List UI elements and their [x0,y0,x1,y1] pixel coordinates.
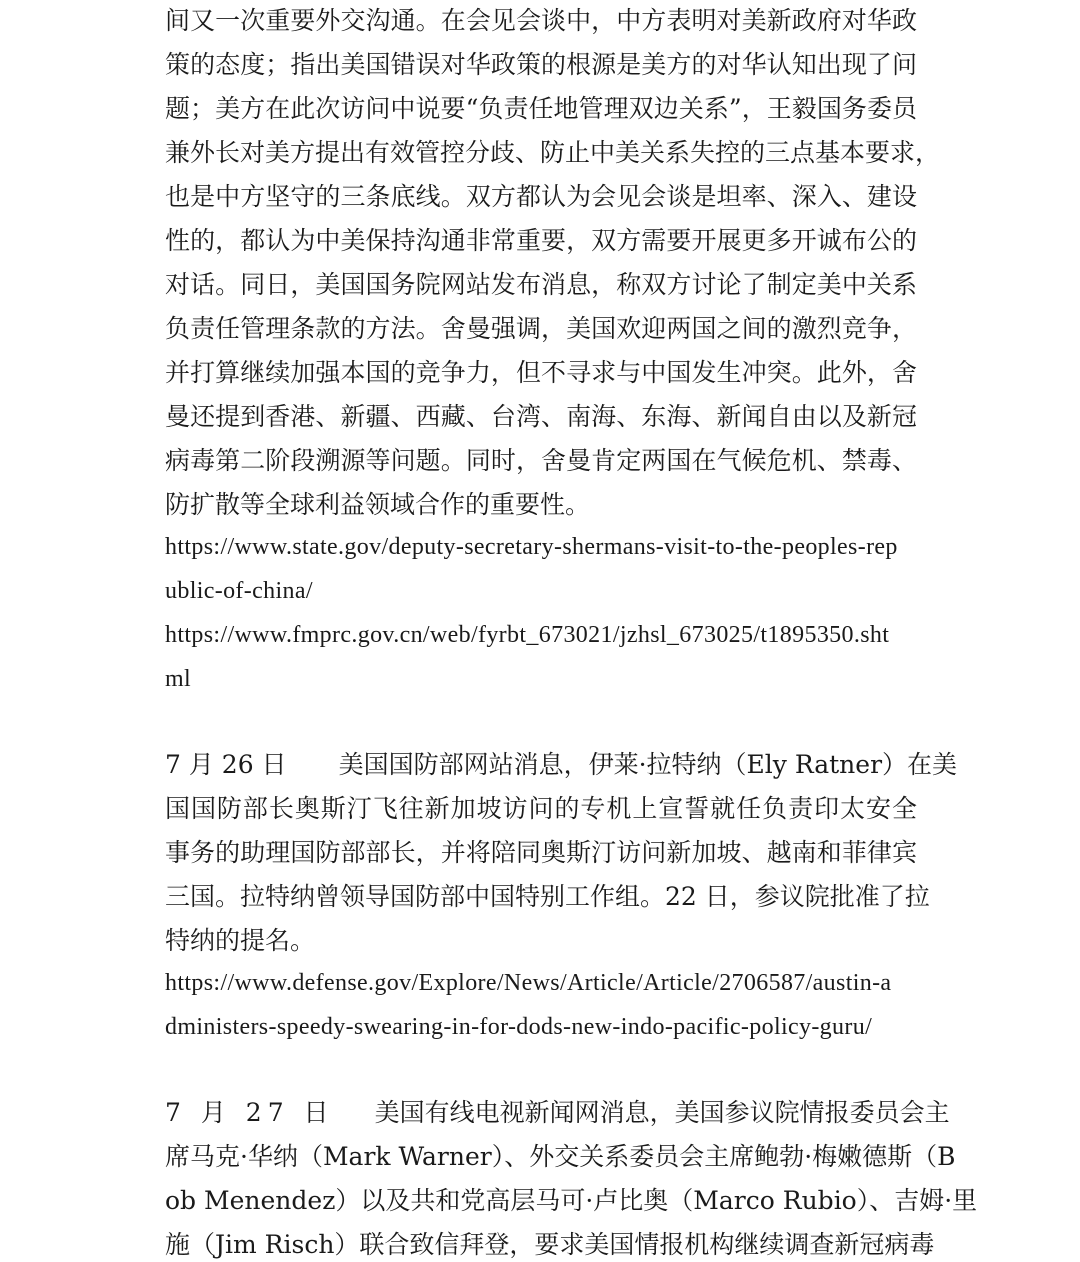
text-line: 题；美方在此次访问中说要“负责任地管理双边关系”，王毅国务委员 [165,94,917,123]
text-line: 三国。拉特纳曾领导国防部中国特别工作组。22 日，参议院批准了拉 [165,882,930,911]
text-line: 对话。同日，美国国务院网站发布消息，称双方讨论了制定美中关系 [165,270,917,299]
text-line: 也是中方坚守的三条底线。双方都认为会见会谈是坦率、深入、建设 [165,182,917,211]
entry-text: 美国有线电视新闻网消息，美国参议院情报委员会主 [374,1098,950,1127]
text-line: 曼还提到香港、新疆、西藏、台湾、南海、东海、新闻自由以及新冠 [165,402,917,431]
text-line: 防扩散等全球利益领域合作的重要性。 [165,490,591,519]
text-line: 并打算继续加强本国的竞争力，但不寻求与中国发生冲突。此外，舍 [165,358,917,387]
entry-date: 7 月 26 日 [165,750,287,779]
source-url-defense-gov[interactable]: https://www.defense.gov/Explore/News/Article/Article/2706587/austin-a [165,970,892,996]
source-url-fmprc[interactable]: https://www.fmprc.gov.cn/web/fyrbt_673021/jzhsl_673025/t1895350.sht [165,622,890,648]
source-url-state-gov[interactable]: https://www.state.gov/deputy-secretary-shermans-visit-to-the-peoples-rep [165,534,898,560]
source-url-state-gov-cont[interactable]: ublic-of-china/ [165,578,313,604]
entry-first-line [165,1096,950,1130]
source-url-fmprc-cont[interactable]: ml [165,666,192,692]
entry-text: 美国国防部网站消息，伊莱·拉特纳（Ely Ratner）在美 [338,750,958,779]
text-line: 施（Jim Risch）联合致信拜登，要求美国情报机构继续调查新冠病毒 [165,1230,935,1259]
text-line: 间又一次重要外交沟通。在会见会谈中，中方表明对美新政府对华政 [165,6,917,35]
text-line: 策的态度；指出美国错误对华政策的根源是美方的对华认知出现了问 [165,50,917,79]
entry-date: 7 月 27 日 [165,1098,335,1127]
source-url-defense-gov-cont[interactable]: dministers-speedy-swearing-in-for-dods-new-indo-pacific-policy-guru/ [165,1014,873,1040]
text-line: 事务的助理国防部部长，并将陪同奥斯汀访问新加坡、越南和菲律宾 [165,838,917,867]
text-line: 兼外长对美方提出有效管控分歧、防止中美关系失控的三点基本要求， [165,138,941,167]
text-line: 国国防部长奥斯汀飞往新加坡访问的专机上宣誓就任负责印太安全 [165,794,917,823]
text-line: 席马克·华纳（Mark Warner）、外交关系委员会主席鲍勃·梅嫩德斯（B [165,1142,956,1171]
entry-first-line [165,748,957,782]
text-line: 特纳的提名。 [165,926,316,955]
text-line: 病毒第二阶段溯源等问题。同时，舍曼肯定两国在气候危机、禁毒、 [165,446,917,475]
text-line: 性的，都认为中美保持沟通非常重要，双方需要开展更多开诚布公的 [165,226,917,255]
text-line: 负责任管理条款的方法。舍曼强调，美国欢迎两国之间的激烈竞争， [165,314,917,343]
text-line: ob Menendez）以及共和党高层马可·卢比奥（Marco Rubio）、吉姆·里 [165,1186,978,1215]
